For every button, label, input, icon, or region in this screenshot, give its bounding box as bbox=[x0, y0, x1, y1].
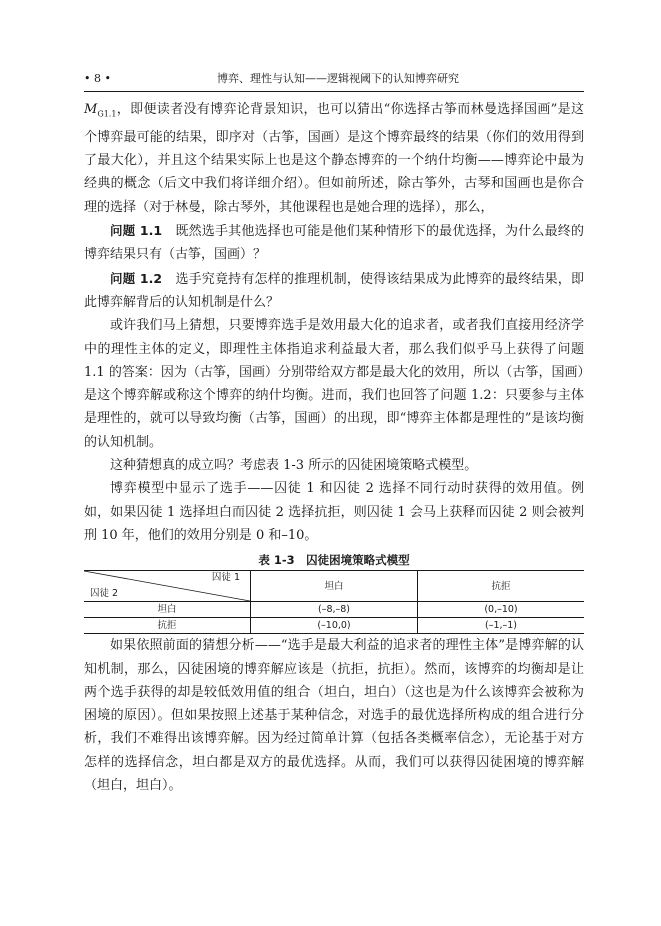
table-corner-cell bbox=[84, 571, 251, 602]
payoff-cell: (–8,–8) bbox=[251, 602, 418, 618]
page-body bbox=[84, 98, 584, 797]
column-header-resist: 抗拒 bbox=[418, 571, 585, 602]
running-title: 博弈、理性与认知——逻辑视阈下的认知博弈研究 bbox=[217, 72, 459, 85]
paragraph-1-text: ，即便读者没有博弈论背景知识，也可以猜出“你选择古筝而林曼选择国画”是这个博弈最可能的结果，即序对（古筝，国画）是这个博弈最终的结果（你们的效用得到了最大化），并且这个结果实际上也是这个静态博弈的一个纳什均衡——博弈论中最为经典的概念（后文中我们将详细介绍）。但如前所述，除古筝外，古琴和国画也是你合理的选择（对于林曼，除古琴外，其他课程也是她合理的选择），那么， bbox=[84, 102, 584, 215]
row-header-resist: 抗拒 bbox=[84, 618, 251, 634]
payoff-cell: (–10,0) bbox=[251, 618, 418, 634]
header-rule bbox=[84, 91, 584, 92]
page-number: • 8 • bbox=[84, 72, 111, 85]
payoff-cell: (0,–10) bbox=[418, 602, 585, 618]
paragraph-3: 这种猜想真的成立吗？考虑表 1-3 所示的囚徒困境策略式模型。 bbox=[110, 458, 478, 474]
table-row bbox=[84, 618, 584, 634]
paragraph-5: 如果依照前面的猜想分析——“选手是最大利益的追求者的理性主体”是博弈解的认知机制，那么，囚徒困境的博弈解应该是（抗拒，抗拒）。然而，该博弈的均衡却是让两个选手获得的却是较低效用值的组合（坦白，坦白）（这也是为什么该博弈会被称为困境的原因）。但如果按照上述基于某种信念，对选手的最优选择所构成的组合进行分析，我们不难得出该博弈解。因为经过简单计算（包括各类概率信念），无论基于对方怎样的选择信念，坦白都是双方的最优选择。从而，我们可以获得囚徒困境的博弈解（坦白，坦白）。 bbox=[84, 638, 584, 794]
question-1-1 bbox=[84, 219, 584, 267]
table-caption: 表 1-3 囚徒困境策略式模型 bbox=[258, 553, 410, 568]
paragraph-1 bbox=[84, 98, 584, 219]
table-header-row bbox=[84, 571, 584, 602]
player-1-label: 囚徒 1 bbox=[211, 572, 240, 584]
prisoners-dilemma-table bbox=[84, 570, 584, 634]
running-header bbox=[84, 70, 584, 88]
table-row bbox=[84, 602, 584, 618]
player-2-label: 囚徒 2 bbox=[90, 588, 119, 600]
question-1-2 bbox=[84, 267, 584, 315]
question-1-1-label: 问题 1.1 bbox=[110, 223, 163, 239]
question-1-2-label: 问题 1.2 bbox=[110, 270, 163, 286]
question-1-2-text: 选手究竟持有怎样的推理机制，使得该结果成为此博弈的最终结果，即此博弈解背后的认知机制是什么？ bbox=[84, 271, 584, 310]
payoff-cell: (–1,–1) bbox=[484, 620, 518, 632]
paragraph-4: 博弈模型中显示了选手——囚徒 1 和囚徒 2 选择不同行动时获得的效用值。例如，如果囚徒 1 选择坦白而囚徒 2 选择抗拒，则囚徒 1 会马上获释而囚徒 2 则会被判刑 10 年，他们的效用分别是 0 和–10。 bbox=[84, 481, 584, 543]
question-1-1-text: 既然选手其他选择也可能是他们某种情形下的最优选择，为什么最终的博弈结果只有（古筝，国画）？ bbox=[84, 224, 584, 263]
paragraph-2: 或许我们马上猜想，只要博弈选手是效用最大化的追求者，或者我们直接用经济学中的理性主体的定义，即理性主体指追求利益最大者，那么我们似乎马上获得了问题 1.1 的答案：因为（古筝，国画）分别带给双方都是最大化的效用，所以（古筝，国画）是这个博弈解或称这个博弈的纳什均衡。进而，我们也回答了问题 1.2：只要参与主体是理性的，就可以导致均衡（古筝，国画）的出现，即“博弈主体都是理性的”是该均衡的认知机制。 bbox=[84, 318, 584, 450]
column-header-confess: 坦白 bbox=[251, 571, 418, 602]
game-model-symbol: $M_{G1.1}$ bbox=[84, 102, 117, 119]
row-header-confess: 坦白 bbox=[84, 602, 251, 618]
